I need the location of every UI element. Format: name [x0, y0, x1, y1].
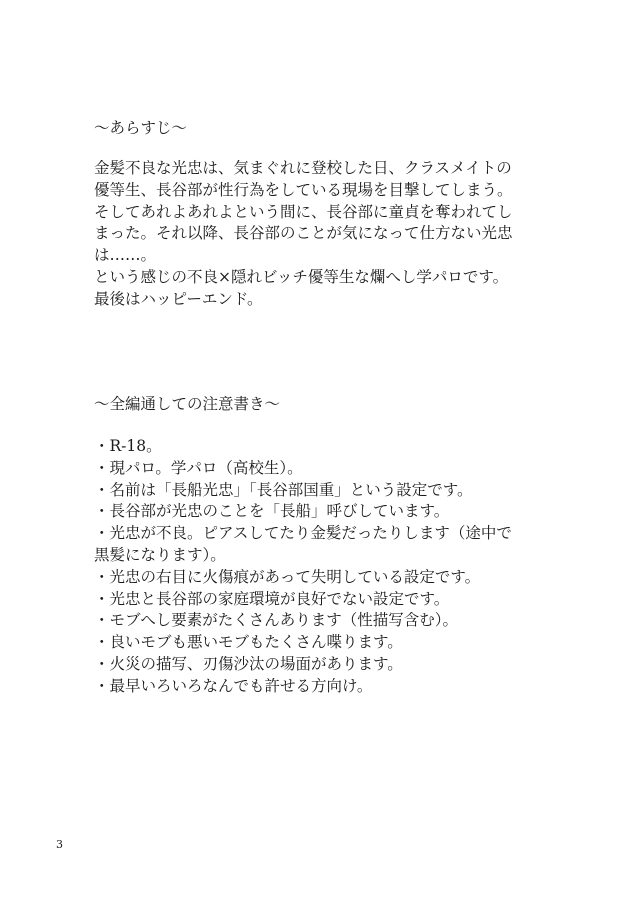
notes-list	[94, 436, 544, 698]
synopsis-line: 金髪不良な光忠は、気まぐれに登校した日、クラスメイトの	[94, 159, 512, 177]
notes-item: ・光忠と長谷部の家庭環境が良好でない設定です。	[94, 589, 450, 608]
notes-item: ・R-18。	[94, 437, 162, 455]
notes-item-continuation: 黒髪になります）。	[94, 545, 226, 564]
synopsis-line: そしてあれよあれよという間に、長谷部に童貞を奪われてし	[94, 202, 513, 221]
notes-item: ・名前は「長船光忠」「長谷部国重」という設定です。	[94, 480, 473, 499]
synopsis-line: 最後はハッピーエンド。	[94, 289, 263, 308]
synopsis-line: まった。それ以降、長谷部のことが気になって仕方ない光忠	[94, 224, 513, 243]
synopsis-heading: 〜あらすじ〜	[94, 119, 188, 137]
page-number: 3	[56, 838, 63, 851]
synopsis-line: は……。	[94, 246, 157, 265]
synopsis-line: 優等生、長谷部が性行為をしている現場を目撃してしまう。	[94, 180, 513, 199]
notes-item: ・最早いろいろなんでも許せる方向け。	[94, 676, 373, 695]
notes-item: ・光忠が不良。ピアスしてたり金髪だったりします（途中で	[94, 524, 512, 543]
notes-heading: 〜全編通しての注意書き〜	[94, 395, 281, 413]
notes-item: ・光忠の右目に火傷痕があって失明している設定です。	[94, 567, 481, 586]
synopsis-line: という感じの不良×隠れビッチ優等生な爛へし学パロです。	[94, 267, 509, 286]
notes-item: ・良いモブも悪いモブもたくさん喋ります。	[94, 633, 403, 652]
notes-item: ・長谷部が光忠のことを「長船」呼びしています。	[94, 502, 450, 521]
notes-item: ・モブへし要素がたくさんあります（性描写含む）。	[94, 611, 458, 630]
notes-item: ・火災の描写、刃傷沙汰の場面があります。	[94, 654, 403, 673]
notes-item: ・現パロ。学パロ（高校生）。	[94, 458, 303, 477]
synopsis-text	[94, 158, 544, 311]
